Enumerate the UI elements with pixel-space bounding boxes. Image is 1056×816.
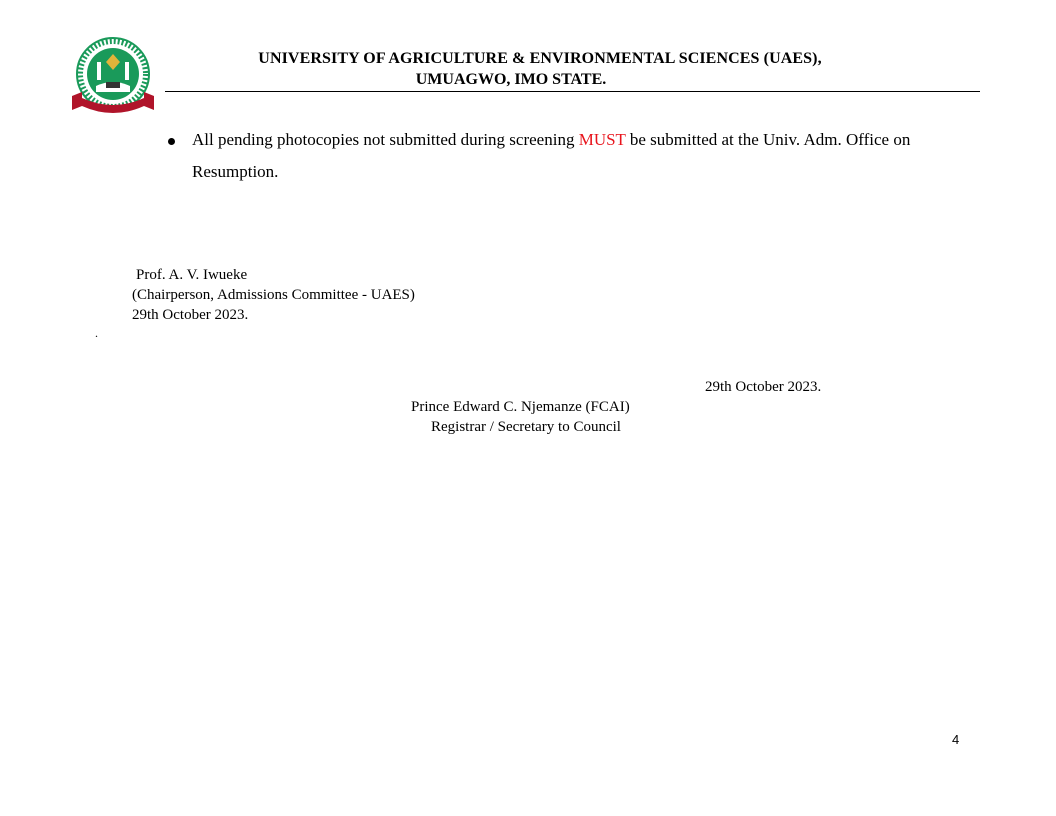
university-location: UMUAGWO, IMO STATE.	[415, 71, 607, 88]
chairperson-name: Prof. A. V. Iwueke	[136, 267, 248, 283]
header-divider	[165, 91, 980, 92]
bullet-icon	[168, 138, 175, 145]
chairperson-date: 29th October 2023.	[132, 307, 249, 323]
separator-dot: .	[95, 326, 98, 340]
registrar-date: 29th October 2023.	[705, 379, 822, 395]
bullet-text-after: be submitted at the Univ. Adm. Office on	[625, 130, 911, 149]
bullet-text-before: All pending photocopies not submitted during screening	[192, 130, 579, 149]
registrar-title: Registrar / Secretary to Council	[431, 419, 621, 435]
bullet-text	[192, 130, 910, 150]
chairperson-title: (Chairperson, Admissions Committee - UAES)	[132, 287, 415, 303]
registrar-name: Prince Edward C. Njemanze (FCAI)	[411, 399, 630, 415]
bullet-continuation: Resumption.	[192, 162, 279, 181]
emphasis-must: MUST	[578, 130, 626, 149]
university-name: UNIVERSITY OF AGRICULTURE & ENVIRONMENTAL SCIENCES (UAES),	[258, 50, 822, 67]
page-number: 4	[952, 732, 960, 747]
